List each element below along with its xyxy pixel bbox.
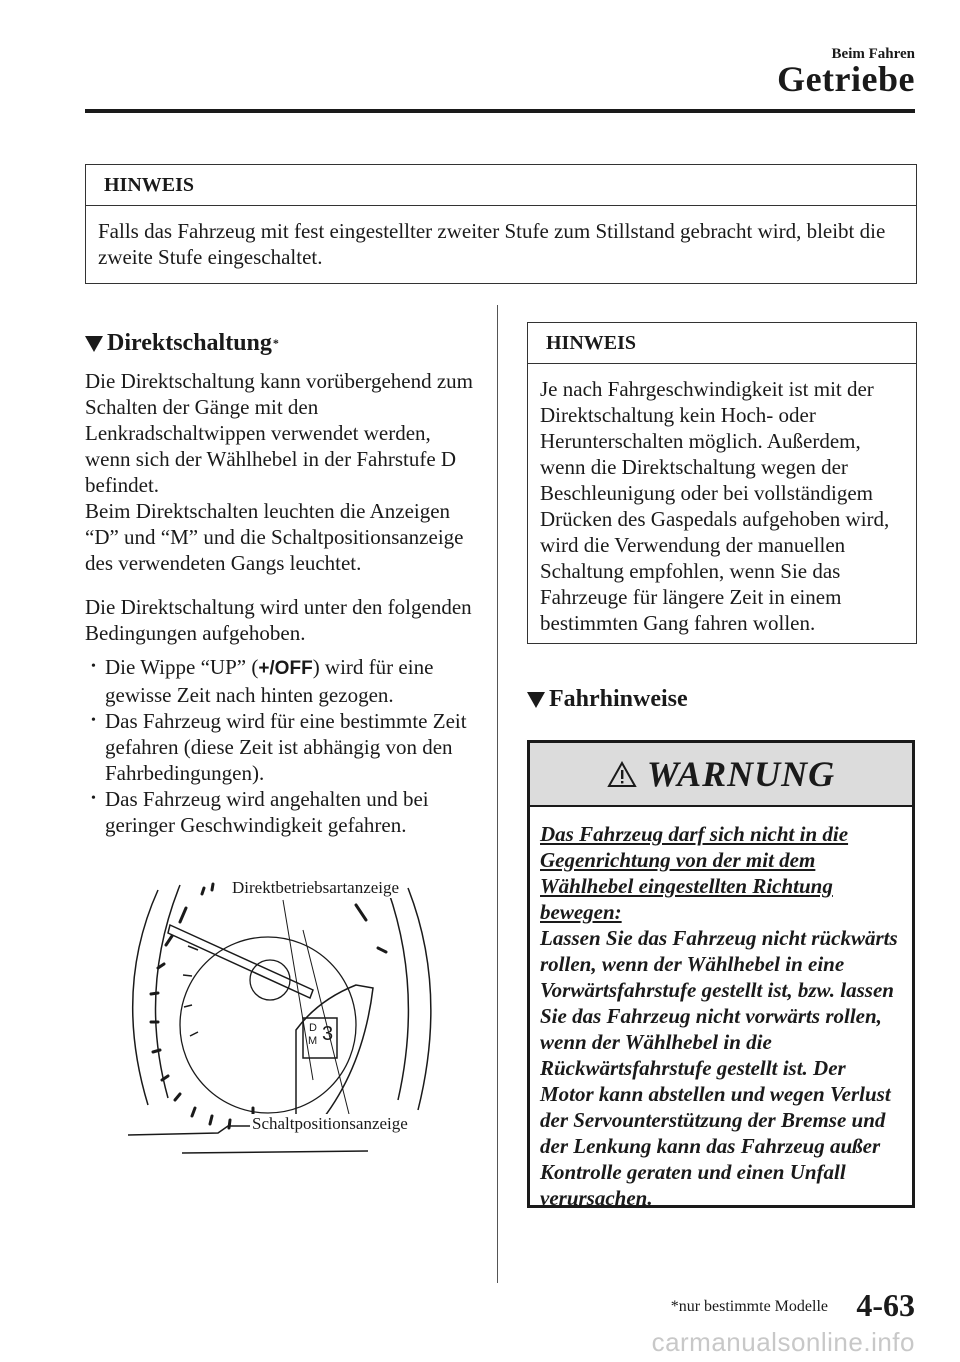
up-paddle-label: +/OFF bbox=[258, 658, 313, 679]
footnote: *nur bestimmte Modelle bbox=[670, 1298, 828, 1315]
section-heading-direct-shift bbox=[85, 330, 279, 357]
indicator-m: M bbox=[308, 1035, 318, 1047]
note-text: Falls das Fahrzeug mit fest eingestellter zweiter Stufe zum Stillstand gebracht wird, bleibt die zweite Stufe eingeschaltet. bbox=[98, 219, 886, 269]
list-item: • Das Fahrzeug wird angehalten und bei geringer Geschwindigkeit gefahren. bbox=[91, 786, 475, 838]
label-direct-mode-indicator: Direktbetriebsartanzeige bbox=[232, 878, 400, 897]
page-title: Getriebe bbox=[777, 59, 915, 99]
warning-body bbox=[530, 807, 912, 1211]
note-box-top bbox=[85, 164, 917, 284]
paragraph-intro: Die Direktschaltung kann vorübergehend zum Schalten der Gänge mit den Lenkradschaltwippen verwendet werden, wenn sich der Wählhebel in der Fahrstufe D befindet. bbox=[85, 369, 473, 497]
list-item: • Die Wippe “UP” (+/OFF) wird für eine gewisse Zeit nach hinten gezogen. bbox=[91, 654, 475, 708]
triangle-bullet-icon bbox=[85, 336, 103, 352]
warning-header bbox=[530, 743, 912, 807]
list-item: • Das Fahrzeug wird für eine bestimmte Zeit gefahren (diese Zeit ist abhängig von den Fahrbedingungen). bbox=[91, 708, 475, 786]
section-heading-text: Direktschaltung bbox=[107, 330, 272, 356]
paragraph-indicators: Beim Direktschalten leuchten die Anzeigen “D” und “M” und die Schaltpositionsanzeige des verwendeten Gangs leuchtet. bbox=[85, 499, 464, 575]
header-section-label: Beim Fahren bbox=[831, 46, 915, 62]
triangle-bullet-icon bbox=[527, 692, 545, 708]
column-divider bbox=[497, 305, 498, 1283]
note-heading: HINWEIS bbox=[528, 323, 916, 364]
watermark: carmanualsonline.info bbox=[651, 1327, 915, 1357]
indicator-d: D bbox=[309, 1022, 317, 1034]
header-rule bbox=[85, 109, 915, 113]
note-heading: HINWEIS bbox=[86, 165, 916, 206]
note-box-right bbox=[527, 322, 917, 644]
note-text: Je nach Fahrgeschwindigkeit ist mit der Direktschaltung kein Hoch- oder Herunterschalten möglich. Außerdem, wenn die Direktschaltung wegen der Beschleunigung oder bei vollständigem Drücken des Gaspedals aufgehoben wird, wird die Verwendung der manuellen Schaltung empfohlen, wenn Sie das Fahrzeuge für längere Zeit in einem bestimmten Gang fahren wollen. bbox=[540, 377, 890, 635]
page-number: 4-63 bbox=[856, 1287, 915, 1323]
warning-lead: Das Fahrzeug darf sich nicht in die Gegenrichtung von der mit dem Wählhebel eingestellten Richtung bewegen: bbox=[540, 822, 849, 924]
label-gear-position-indicator: Schaltpositionsanzeige bbox=[252, 1114, 408, 1133]
gauge-illustration bbox=[118, 870, 438, 1170]
paragraph-cancel: Die Direktschaltung wird unter den folgenden Bedingungen aufgehoben. bbox=[85, 595, 472, 645]
warning-title: WARNUNG bbox=[646, 754, 836, 794]
cancel-conditions-list bbox=[91, 654, 475, 838]
section-heading-text: Fahrhinweise bbox=[549, 686, 688, 712]
gear-digit: 3 bbox=[322, 1023, 334, 1045]
warning-text: Lassen Sie das Fahrzeug nicht rückwärts rollen, wenn der Wählhebel in eine Vorwärtsfahrstufe gestellt ist, bzw. lassen Sie das Fahrzeug nicht vorwärts rollen, wenn der Wählhebel in die Rückwärtsfahrstufe gestellt ist. Der Motor kann abstellen und wegen Verlust der Servounterstützung der Bremse und der Lenkung kann das Fahrzeug außer Kontrolle geraten und einen Unfall verursachen. bbox=[540, 926, 898, 1210]
warning-triangle-icon bbox=[607, 761, 637, 788]
footnote-mark: * bbox=[272, 336, 279, 350]
warning-box bbox=[527, 740, 915, 1208]
section-heading-driving-tips bbox=[527, 686, 688, 713]
